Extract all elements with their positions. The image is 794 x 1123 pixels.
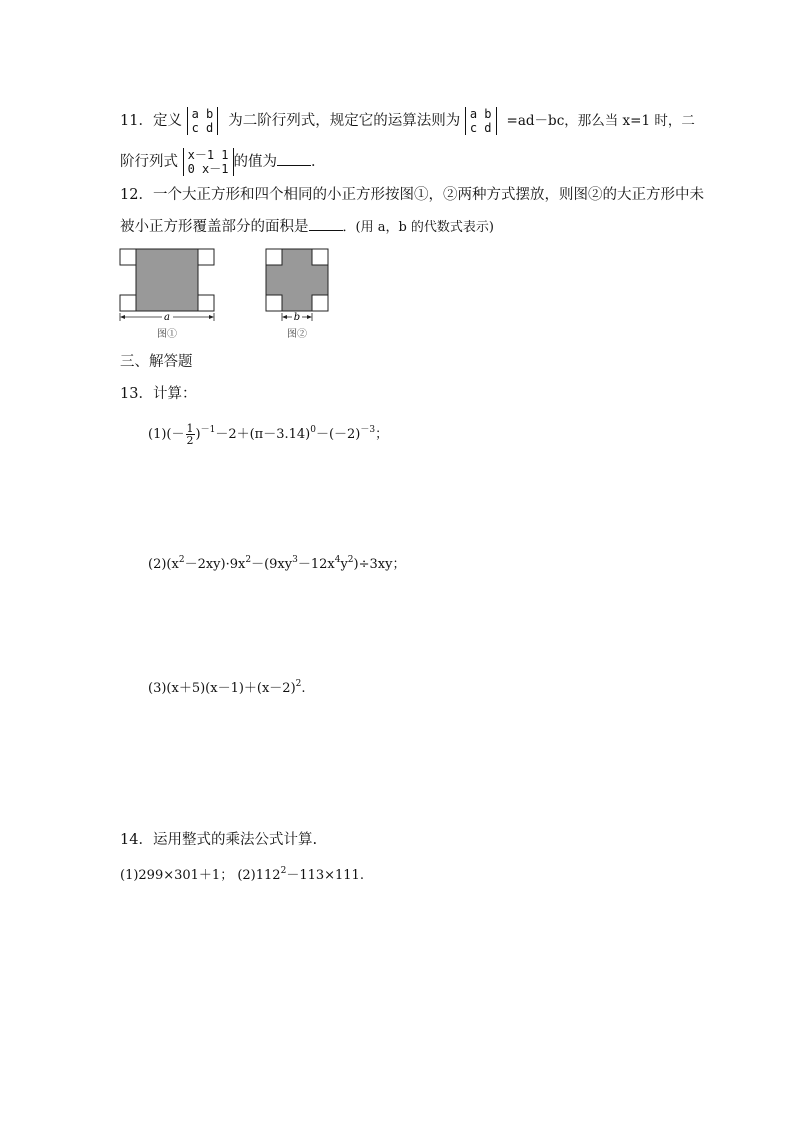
determinant-abcd-rule: a b c d xyxy=(465,107,497,135)
q14-title: 14．运用整式的乘法公式计算. xyxy=(120,832,318,848)
figure-2 xyxy=(264,247,334,342)
small-square-bl xyxy=(120,295,136,311)
small-square-tr xyxy=(312,249,328,265)
caption-fig1: 图① xyxy=(157,329,177,340)
label-a: a xyxy=(164,312,170,323)
caption-fig2: 图② xyxy=(287,329,307,340)
q13-part2: $(2)(x^2-2xy)\cdot 9x^2-(9xy^3-12x^4y^2)\div 3xy$； xyxy=(148,555,406,572)
label-b: b xyxy=(293,312,301,323)
determinant-abcd: a b c d xyxy=(187,107,219,135)
determinant-x: x－1 1 0 x－1 xyxy=(183,148,234,176)
small-square-bl xyxy=(266,295,282,311)
figure-1 xyxy=(118,247,218,342)
q11-line2: 阶行列式 x－1 1 0 x－1 的值为 ． xyxy=(120,148,326,176)
q11-number: 11． xyxy=(120,113,153,129)
small-square-tr xyxy=(198,249,214,265)
answer-blank[interactable] xyxy=(309,216,343,231)
q12-line2: 被小正方形覆盖部分的面积是 ．(用 a，b 的代数式表示) xyxy=(120,216,494,238)
section-heading: 三、解答题 xyxy=(120,354,193,370)
large-square xyxy=(136,249,198,311)
small-square-tl xyxy=(120,249,136,265)
small-square-br xyxy=(312,295,328,311)
answer-blank[interactable] xyxy=(277,151,311,166)
q12-line1: 12．一个大正方形和四个相同的小正方形按图①，②两种方式摆放，则图②的大正方形中未 xyxy=(120,187,704,203)
q13-part1: (1)(－ $\frac{1}{2}$ )$^{-1}-2+(\pi-3.14)^0-(-2)^{-3}$； xyxy=(148,422,389,447)
q11-line1: 11．定义 a b c d 为二阶行列式，规定它的运算法则为 a b c d =ad－bc，那么当 x=1 时，二 xyxy=(120,107,695,135)
q14-parts: (1)299×301＋1； $(2)112^2-113\times 111$. xyxy=(120,866,364,883)
small-square-tl xyxy=(266,249,282,265)
q13-title: 13．计算： xyxy=(120,386,197,402)
q13-part3: $(3)(x+5)(x-1)+(x-2)^2$. xyxy=(148,679,306,696)
fraction-half: $\frac{1}{2}$ xyxy=(186,422,194,447)
small-square-br xyxy=(198,295,214,311)
